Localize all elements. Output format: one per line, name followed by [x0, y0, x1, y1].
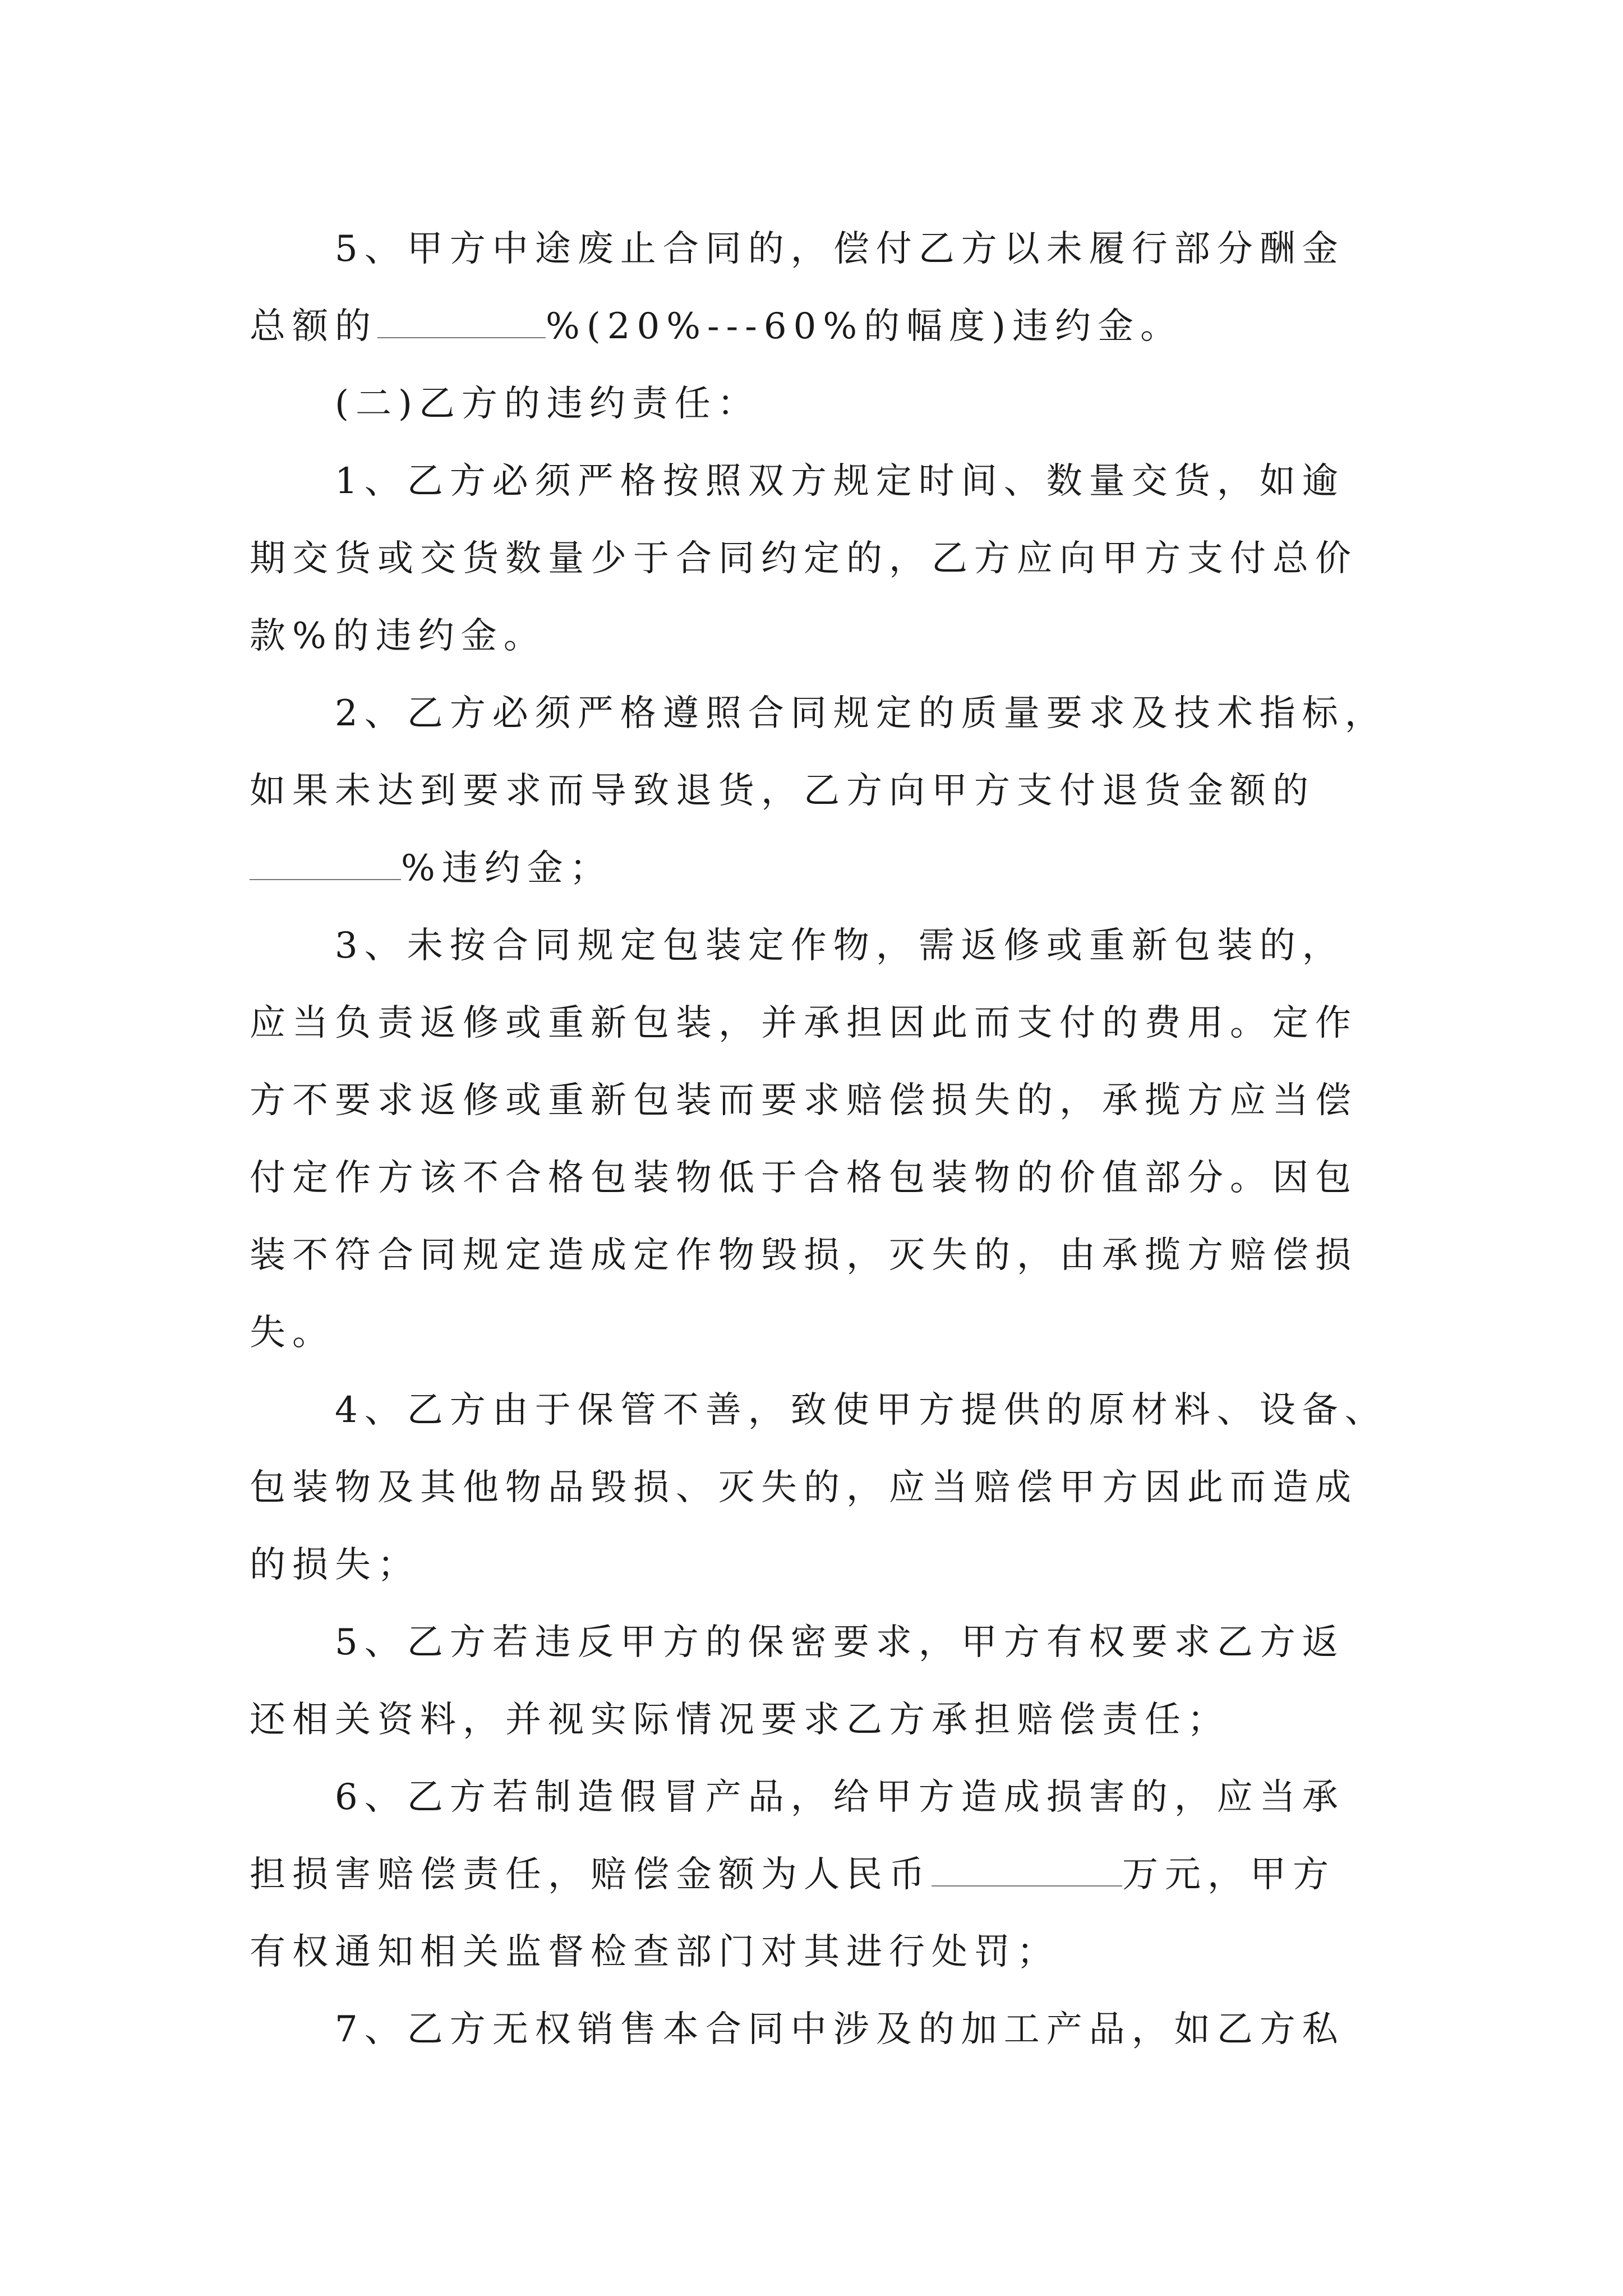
text-line: 方不要求返修或重新包装而要求赔偿损失的，承揽方应当偿 [250, 1080, 1358, 1121]
text-line: 5、甲方中途废止合同的，偿付乙方以未履行部分酬金 [335, 228, 1345, 270]
text-line: 期交货或交货数量少于合同约定的，乙方应向甲方支付总价 [250, 538, 1358, 579]
blank-field [250, 846, 401, 880]
text-line: 2、乙方必须严格遵照合同规定的质量要求及技术指标， [335, 693, 1387, 734]
text-line: 的损失； [250, 1544, 420, 1586]
paragraph-penalty-termination [250, 210, 1371, 365]
text-segment: %(20%---60%的幅度)违约金。 [546, 306, 1183, 347]
text-line [250, 1836, 1371, 1913]
section-heading-party-b-liability [250, 365, 1371, 443]
text-line: 失。 [250, 1312, 335, 1354]
text-line: 还相关资料，并视实际情况要求乙方承担赔偿责任； [250, 1699, 1230, 1741]
text-line: 7、乙方无权销售本合同中涉及的加工产品，如乙方私 [335, 2009, 1345, 2050]
text-line [250, 830, 1371, 907]
paragraph-item-1 [250, 443, 1371, 675]
blank-field [932, 1853, 1122, 1887]
text-line: 款%的违约金。 [250, 615, 546, 657]
text-segment: 万元，甲方 [1122, 1854, 1335, 1895]
text-line: 1、乙方必须严格按照双方规定时间、数量交货，如逾 [335, 461, 1345, 502]
text-line: 5、乙方若违反甲方的保密要求，甲方有权要求乙方返 [335, 1622, 1345, 1663]
blank-field [377, 305, 546, 338]
paragraph-item-5 [250, 1604, 1371, 1759]
paragraph-item-6 [250, 1759, 1371, 1991]
text-line: 装不符合同规定造成定作物毁损，灭失的，由承揽方赔偿损 [250, 1235, 1358, 1276]
text-segment: 总额的 [250, 306, 377, 347]
section-heading: (二)乙方的违约责任： [335, 383, 760, 425]
text-line: 4、乙方由于保管不善，致使甲方提供的原材料、设备、 [335, 1389, 1387, 1431]
text-line: 有权通知相关监督检查部门对其进行处罚； [250, 1931, 1059, 1973]
paragraph-item-4 [250, 1372, 1387, 1604]
paragraph-item-3 [250, 907, 1371, 1372]
text-line [250, 288, 1371, 365]
text-line: 应当负责返修或重新包装，并承担因此而支付的费用。定作 [250, 1002, 1358, 1044]
paragraph-item-2 [250, 675, 1387, 907]
text-line: 6、乙方若制造假冒产品，给甲方造成损害的，应当承 [335, 1777, 1345, 1818]
text-segment: 担损害赔偿责任，赔偿金额为人民币 [250, 1854, 932, 1895]
paragraph-item-7 [250, 1991, 1371, 2068]
text-line: 包装物及其他物品毁损、灭失的，应当赔偿甲方因此而造成 [250, 1467, 1358, 1508]
text-line: 3、未按合同规定包装定作物，需返修或重新包装的， [335, 925, 1345, 967]
text-segment: %违约金； [401, 848, 612, 889]
document-body [250, 210, 1387, 2068]
text-line: 付定作方该不合格包装物低于合格包装物的价值部分。因包 [250, 1157, 1358, 1199]
text-line: 如果未达到要求而导致退货，乙方向甲方支付退货金额的 [250, 770, 1315, 812]
